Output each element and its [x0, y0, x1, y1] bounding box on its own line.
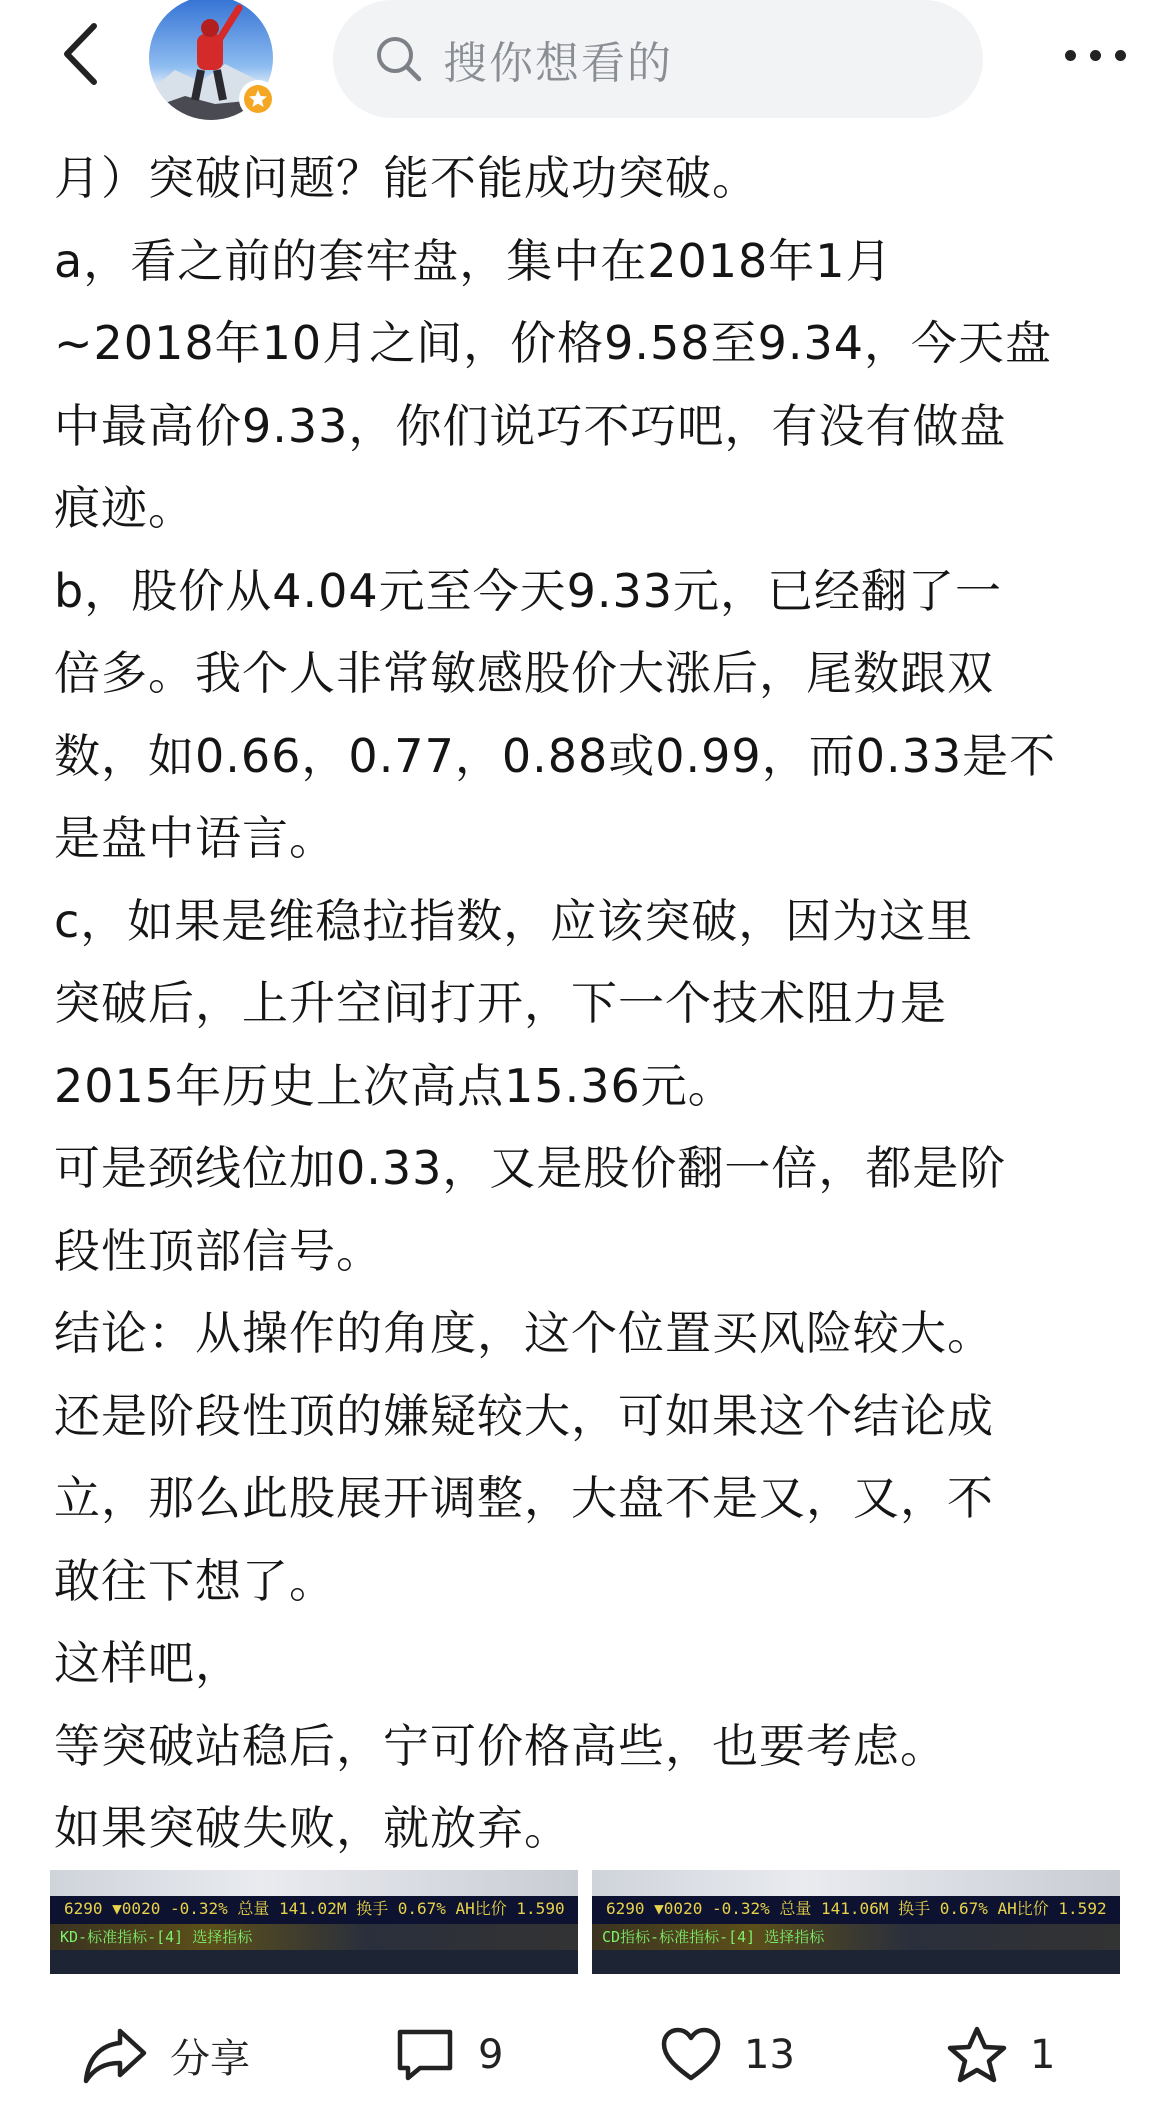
author-avatar[interactable] — [145, 0, 285, 125]
favorite-count: 1 — [1030, 2032, 1056, 2078]
comment-icon — [394, 2026, 456, 2084]
comment-button[interactable] — [394, 2010, 503, 2100]
like-count: 13 — [744, 2032, 795, 2078]
post-line: 这样吧， — [54, 1636, 242, 1690]
post-line: ~2018年10月之间，价格9.58至9.34，今天盘 — [54, 316, 1052, 370]
back-button[interactable] — [50, 18, 110, 90]
post-line: 结论：从操作的角度，这个位置买风险较大。 — [54, 1306, 994, 1360]
post-line: 敢往下想了。 — [54, 1553, 336, 1608]
more-dot-icon — [1115, 50, 1126, 61]
post-line: 中最高价9.33，你们说巧不巧吧，有没有做盘 — [54, 398, 1007, 453]
share-label: 分享 — [170, 2035, 250, 2082]
chevron-left-icon — [62, 23, 98, 85]
favorite-button[interactable] — [946, 2010, 1055, 2100]
image-caption: 6290 ▼0020 -0.32% 总量 141.02M 换手 0.67% AH比价 1.590 — [64, 1899, 565, 1918]
post-image-2[interactable] — [592, 1870, 1120, 1974]
more-dot-icon — [1090, 50, 1101, 61]
post-line: 还是阶段性顶的嫌疑较大，可如果这个结论成 — [54, 1388, 994, 1443]
post-line: 突破后，上升空间打开，下一个技术阻力是 — [54, 976, 947, 1030]
search-icon — [373, 32, 427, 86]
share-button[interactable] — [82, 2010, 250, 2100]
post-body — [54, 137, 1134, 1870]
comment-count: 9 — [478, 2032, 504, 2078]
post-line: c，如果是维稳拉指数，应该突破，因为这里 — [54, 893, 974, 948]
more-dot-icon — [1065, 50, 1076, 61]
post-line: 等突破站稳后，宁可价格高些，也要考虑。 — [54, 1718, 947, 1773]
post-line: 段性顶部信号。 — [54, 1223, 383, 1278]
post-line: 倍多。我个人非常敏感股价大涨后，尾数跟双 — [54, 646, 994, 700]
post-line: 2015年历史上次高点15.36元。 — [54, 1058, 735, 1113]
post-line: 立，那么此股展开调整，大盘不是又，又，不 — [54, 1471, 994, 1525]
verified-badge — [239, 80, 277, 118]
action-bar — [0, 2010, 1176, 2100]
search-placeholder: 搜你想看的 — [443, 38, 673, 89]
image-caption: CD指标-标准指标-[4] 选择指标 — [602, 1928, 825, 1946]
post-line: b，股价从4.04元至今天9.33元，已经翻了一 — [54, 563, 1003, 618]
more-options-button[interactable] — [1040, 30, 1150, 80]
post-line: 痕迹。 — [54, 481, 195, 535]
badge-icon — [243, 84, 273, 114]
post-line: 可是颈线位加0.33，又是股价翻一倍，都是阶 — [54, 1141, 1007, 1195]
like-button[interactable] — [660, 2010, 795, 2100]
post-line: 是盘中语言。 — [54, 811, 336, 865]
post-line: 如果突破失败，就放弃。 — [54, 1801, 571, 1855]
star-icon — [946, 2025, 1008, 2085]
post-line: 月）突破问题？能不能成功突破。 — [54, 151, 759, 205]
post-line: 数，如0.66，0.77，0.88或0.99，而0.33是不 — [54, 728, 1057, 783]
image-caption: KD-标准指标-[4] 选择指标 — [60, 1928, 253, 1946]
post-image-1[interactable] — [50, 1870, 578, 1974]
post-images — [50, 1870, 1120, 1974]
post-line: a，看之前的套牢盘，集中在2018年1月 — [54, 233, 893, 288]
heart-icon — [660, 2026, 722, 2084]
top-bar — [0, 0, 1176, 130]
image-caption: 6290 ▼0020 -0.32% 总量 141.06M 换手 0.67% AH比价 1.592 — [606, 1899, 1107, 1918]
search-bar[interactable] — [333, 0, 983, 118]
share-icon — [82, 2025, 148, 2085]
